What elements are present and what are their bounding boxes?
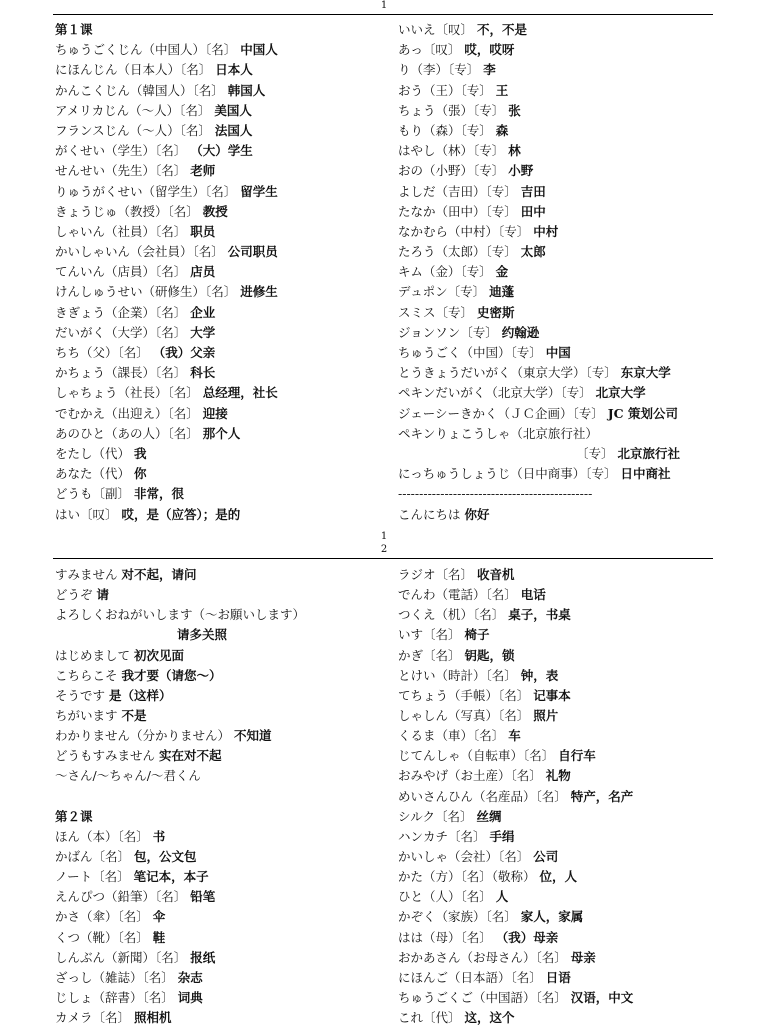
entry-reading: かいしゃ（会社）〔名〕 [398, 848, 530, 864]
vocab-entry [398, 968, 733, 988]
header-rule [53, 558, 713, 559]
entry-reading: ちゅうごくご（中国語）〔名〕 [398, 989, 567, 1005]
entry-reading: ～さん/～ちゃん/～君くん [55, 768, 201, 784]
entry-meaning: 位，人 [539, 869, 578, 885]
vocab-entry [398, 766, 733, 786]
lesson-title: 第１课 [55, 22, 93, 37]
entry-reading: でむかえ（出迎え）〔名〕 [55, 405, 199, 421]
entry-meaning: 包，公文包 [134, 848, 197, 864]
entry-reading: どうもすみません [55, 748, 156, 764]
entry-meaning: 丝绸 [476, 808, 502, 824]
vocab-entry [398, 827, 733, 847]
entry-reading: かた（方）〔名〕（敬称） [398, 869, 536, 885]
vocab-entry [55, 121, 390, 141]
vocab-entry [55, 726, 390, 746]
entry-meaning: 森 [495, 122, 509, 138]
entry-reading: めいさんひん（名産品）〔名〕 [398, 788, 567, 804]
entry-meaning: 日中商社 [620, 466, 671, 482]
entry-reading: えんぴつ（鉛筆）〔名〕 [55, 889, 187, 905]
entry-meaning: 车 [508, 728, 521, 744]
vocab-entry [55, 141, 390, 161]
entry-meaning: 椅子 [464, 627, 490, 643]
vocab-entry [55, 484, 390, 504]
entry-meaning: 对不起，请问 [121, 567, 197, 582]
entry-reading: かんこくじん（韓国人）〔名〕 [55, 82, 224, 98]
entry-meaning: 记事本 [533, 687, 571, 703]
vocab-entry [55, 887, 390, 907]
entry-reading: ざっし（雑誌）〔名〕 [55, 969, 174, 985]
entry-meaning: 店员 [190, 264, 216, 280]
vocab-entry [55, 303, 390, 323]
vocab-entry [55, 565, 390, 585]
entry-meaning: 鞋 [152, 929, 166, 945]
entry-meaning: 非常，很 [134, 486, 185, 502]
entry-reading: にっちゅうしょうじ（日中商事）〔专〕 [398, 466, 617, 482]
entry-reading: かぞく（家族）〔名〕 [398, 909, 517, 925]
vocab-entry [55, 585, 390, 605]
entry-reading: はやし（林）〔专〕 [398, 143, 505, 159]
vocab-entry [55, 948, 390, 968]
entry-reading: ちがいます [55, 707, 118, 723]
entry-meaning: 书 [152, 828, 166, 844]
entry-meaning: 小野 [508, 163, 534, 179]
entry-meaning: 那个人 [202, 425, 241, 441]
entry-meaning: 教授 [202, 203, 228, 219]
entry-meaning: JC 策划公司 [607, 405, 678, 421]
entry-meaning: 公司 [533, 848, 559, 864]
entry-reading: かぎ〔名〕 [398, 647, 461, 663]
entry-meaning: 桌子，书桌 [508, 607, 571, 623]
entry-reading: すみません [55, 567, 118, 582]
vocab-entry [55, 424, 390, 444]
vocab-entry [398, 60, 733, 80]
entry-reading: だいがく（大学）〔名〕 [55, 324, 187, 340]
vocab-entry [398, 565, 733, 585]
entry-meaning: 报纸 [190, 949, 216, 965]
vocab-entry [55, 40, 390, 60]
entry-reading: にほんご（日本語）〔名〕 [398, 969, 542, 985]
vocab-entry [55, 646, 390, 666]
header-rule [53, 14, 713, 15]
vocab-entry [398, 686, 733, 706]
vocab-entry [55, 928, 390, 948]
vocab-entry [55, 282, 390, 302]
entry-reading: キム（金）〔专〕 [398, 264, 492, 280]
vocab-entry [398, 505, 733, 525]
entry-meaning: 请多关照 [177, 627, 228, 643]
vocab-entry [398, 101, 733, 121]
lesson-title: 第２课 [55, 808, 93, 824]
entry-reading: シルク〔名〕 [398, 808, 473, 824]
vocab-entry [55, 605, 390, 625]
vocab-entry [55, 867, 390, 887]
vocab-entry [55, 404, 390, 424]
entry-meaning: 东京大学 [620, 365, 671, 381]
vocab-entry [398, 242, 733, 262]
vocab-entry [55, 363, 390, 383]
vocab-entry [55, 907, 390, 927]
entry-reading: かさ（傘）〔名〕 [55, 909, 149, 925]
entry-reading: しんぶん（新聞）〔名〕 [55, 949, 187, 965]
entry-meaning: 金 [495, 264, 509, 280]
vocab-entry [398, 847, 733, 867]
vocab-entry [55, 101, 390, 121]
entry-meaning: 中村 [533, 223, 559, 239]
entry-meaning: 北京大学 [595, 385, 646, 401]
entry-meaning: 手绢 [489, 828, 515, 844]
entry-reading: よしだ（吉田）〔专〕 [398, 183, 517, 199]
vocab-entry [398, 40, 733, 60]
vocab-entry [398, 182, 733, 202]
entry-reading: アメリカじん（～人）〔名〕 [55, 102, 211, 118]
entry-reading: フランスじん（～人）〔名〕 [55, 122, 211, 138]
entry-reading: かちょう（課長）〔名〕 [55, 365, 187, 381]
entry-meaning: 笔记本，本子 [133, 869, 209, 885]
entry-meaning: 大学 [190, 324, 216, 340]
vocab-entry [398, 988, 733, 1008]
vocab-entry [398, 666, 733, 686]
entry-meaning: 职员 [190, 223, 216, 239]
entry-reading: じしょ（辞書）〔名〕 [55, 989, 174, 1005]
entry-meaning: 韩国人 [227, 82, 266, 98]
vocab-entry [398, 323, 733, 343]
entry-meaning: 迪蓬 [489, 284, 515, 300]
entry-reading: デュポン〔专〕 [398, 284, 486, 300]
entry-meaning: 汉语，中文 [570, 989, 634, 1005]
entry-meaning: 美国人 [214, 102, 252, 118]
vocab-entry [55, 706, 390, 726]
vocab-entry [398, 81, 733, 101]
entry-meaning: 照片 [533, 707, 559, 723]
entry-reading: けんしゅうせい（研修生）〔名〕 [55, 284, 237, 300]
entry-meaning: 不知道 [234, 728, 272, 744]
entry-reading: かいしゃいん（会社員）〔名〕 [55, 244, 224, 260]
entry-reading: スミス〔专〕 [398, 304, 474, 320]
vocab-entry [398, 363, 733, 383]
vocab-entry [398, 867, 733, 887]
entry-reading: カメラ〔名〕 [55, 1010, 131, 1026]
entry-reading: どうも〔副〕 [55, 486, 131, 502]
entry-reading: おかあさん（お母さん）〔名〕 [398, 949, 567, 965]
vocab-entry [398, 887, 733, 907]
entry-meaning: 公司职员 [227, 244, 278, 260]
entry-reading: 〔专〕 [576, 445, 614, 461]
vocab-entry [55, 746, 390, 766]
vocab-entry [398, 141, 733, 161]
entry-meaning: 我才要（请您～） [121, 667, 222, 683]
entry-reading: こんにちは [398, 506, 461, 522]
entry-reading: あなた（代） [55, 466, 131, 482]
entry-meaning: 钥匙，锁 [464, 647, 515, 663]
entry-meaning: 日语 [545, 969, 571, 985]
vocab-entry [55, 60, 390, 80]
entry-meaning: 林 [508, 143, 521, 159]
vocab-entry [55, 323, 390, 343]
vocab-entry [398, 20, 733, 40]
entry-meaning: 老师 [190, 163, 216, 179]
entry-meaning: （大）学生 [190, 143, 253, 159]
entry-reading: でんわ（電話）〔名〕 [398, 587, 517, 603]
entry-meaning: 进修生 [240, 284, 278, 300]
entry-reading: をたし（代） [55, 445, 131, 461]
vocab-entry [398, 262, 733, 282]
entry-meaning: 钟，表 [520, 667, 559, 683]
entry-meaning: 是（这样） [109, 687, 172, 703]
entry-reading: り（李）〔专〕 [398, 62, 480, 78]
vocab-entry [398, 746, 733, 766]
entry-meaning: 史密斯 [477, 304, 515, 320]
entry-meaning: 留学生 [240, 183, 278, 199]
entry-reading: かばん〔名〕 [55, 848, 131, 864]
vocab-entry-continuation [398, 444, 733, 464]
entry-reading: ジェーシーきかく（ＪＣ企画）〔专〕 [398, 405, 604, 421]
vocab-entry [55, 464, 390, 484]
entry-meaning: 企业 [190, 304, 216, 320]
vocab-entry [55, 383, 390, 403]
entry-reading: ハンカチ〔名〕 [398, 828, 486, 844]
entry-meaning: 人 [495, 889, 509, 905]
entry-reading: たなか（田中）〔专〕 [398, 203, 517, 219]
entry-meaning: 法国人 [214, 122, 253, 138]
vocab-entry [398, 404, 733, 424]
entry-meaning: 不，不是 [477, 22, 528, 37]
page-number-top: 1 [380, 0, 388, 11]
vocab-entry [55, 666, 390, 686]
entry-meaning: 不是 [121, 707, 147, 723]
entry-reading: きょうじゅ（教授）〔名〕 [55, 203, 199, 219]
vocab-entry [55, 81, 390, 101]
entry-meaning: 中国人 [240, 42, 278, 58]
page1-right-column [398, 20, 733, 525]
vocab-entry [55, 222, 390, 242]
vocab-entry [398, 726, 733, 746]
lesson-heading [55, 807, 390, 827]
vocab-entry [55, 343, 390, 363]
entry-reading: よろしくおねがいします（～お願いします） [55, 607, 306, 623]
entry-reading: ほん（本）〔名〕 [55, 828, 149, 844]
entry-meaning: 伞 [152, 909, 166, 925]
entry-meaning: 这，这个 [464, 1010, 515, 1026]
entry-reading: おの（小野）〔专〕 [398, 163, 505, 179]
entry-reading: どうぞ [55, 587, 93, 603]
entry-reading: いす〔名〕 [398, 627, 461, 643]
entry-meaning: 李 [483, 62, 496, 78]
vocab-entry [55, 766, 390, 786]
page2-left-column [55, 565, 390, 1028]
entry-meaning: 特产，名产 [570, 788, 634, 804]
vocab-entry [55, 968, 390, 988]
vocab-entry [398, 646, 733, 666]
section-divider [398, 484, 733, 504]
entry-meaning: 总经理，社长 [202, 385, 278, 401]
divider-dashes: ---------------------------------------------- [398, 486, 593, 502]
vocab-entry [398, 424, 733, 444]
entry-reading: もり（森）〔专〕 [398, 122, 492, 138]
entry-reading: ひと（人）〔名〕 [398, 889, 492, 905]
vocab-entry [398, 303, 733, 323]
vocab-entry [55, 505, 390, 525]
entry-reading: これ〔代〕 [398, 1010, 461, 1026]
entry-reading: ちち（父）〔名〕 [55, 345, 149, 360]
entry-reading: とうきょうだいがく（東京大学）〔专〕 [398, 365, 617, 381]
vocab-entry [398, 585, 733, 605]
entry-reading: くるま（車）〔名〕 [398, 728, 505, 744]
vocab-entry [398, 787, 733, 807]
vocab-entry [55, 827, 390, 847]
entry-meaning: 杂志 [177, 969, 203, 985]
entry-meaning: 科长 [190, 365, 216, 381]
entry-reading: あのひと（あの人）〔名〕 [55, 425, 199, 441]
entry-meaning: 收音机 [477, 567, 515, 582]
entry-reading: こちらこそ [55, 667, 118, 683]
entry-reading: ジョンソン〔专〕 [398, 324, 498, 340]
entry-reading: はは（母）〔名〕 [398, 929, 492, 945]
page2-right-column [398, 565, 733, 1028]
entry-meaning: 我 [134, 445, 147, 461]
entry-reading: つくえ（机）〔名〕 [398, 607, 505, 623]
entry-reading: にほんじん（日本人）〔名〕 [55, 62, 212, 78]
entry-meaning: 电话 [520, 587, 546, 603]
entry-meaning: 北京旅行社 [617, 445, 681, 461]
page-number-bottom: 1 [380, 531, 388, 542]
vocab-entry [398, 928, 733, 948]
entry-reading: しゃしん（写真）〔名〕 [398, 707, 530, 723]
entry-reading: はじめまして [55, 647, 131, 663]
entry-reading: ノート〔名〕 [55, 869, 130, 885]
vocab-entry [398, 161, 733, 181]
entry-reading: たろう（太郎）〔专〕 [398, 244, 517, 260]
vocab-entry [398, 343, 733, 363]
entry-reading: しゃちょう（社長）〔名〕 [55, 385, 199, 401]
entry-reading: はい〔叹〕 [55, 506, 118, 522]
entry-reading: ちゅうごく（中国）〔专〕 [398, 345, 542, 360]
entry-reading: じてんしゃ（自転車）〔名〕 [398, 748, 555, 764]
entry-reading: ちょう（張）〔专〕 [398, 102, 505, 118]
entry-reading: ちゅうごくじん（中国人）〔名〕 [55, 42, 237, 58]
vocab-entry [398, 1008, 733, 1028]
vocab-entry [398, 202, 733, 222]
entry-reading: てちょう（手帳）〔名〕 [398, 687, 530, 703]
entry-meaning: 你 [134, 466, 147, 482]
entry-reading: せんせい（先生）〔名〕 [55, 163, 187, 179]
entry-meaning: 实在对不起 [159, 748, 222, 764]
entry-reading: なかむら（中村）〔专〕 [398, 223, 530, 239]
entry-meaning: 母亲 [570, 949, 596, 965]
vocab-entry [55, 202, 390, 222]
entry-meaning: 哎，是（应答）；是的 [121, 506, 241, 522]
entry-reading: しゃいん（社員）〔名〕 [55, 223, 187, 239]
entry-meaning: 中国 [545, 345, 571, 360]
entry-reading: きぎょう（企業）〔名〕 [55, 304, 187, 320]
entry-meaning: 你好 [464, 506, 490, 522]
page1-left-column [55, 20, 390, 525]
entry-meaning: 约翰逊 [501, 324, 540, 340]
entry-meaning: 请 [96, 587, 110, 603]
entry-reading: おう（王）〔专〕 [398, 82, 492, 98]
entry-meaning: 礼物 [545, 768, 571, 784]
vocab-entry [398, 383, 733, 403]
entry-reading: りゅうがくせい（留学生）〔名〕 [55, 183, 237, 199]
vocab-entry [55, 1008, 390, 1028]
entry-reading: そうです [55, 687, 106, 703]
vocab-entry [398, 625, 733, 645]
entry-reading: あっ〔叹〕 [398, 42, 461, 58]
entry-meaning: 张 [508, 102, 521, 118]
vocab-entry [398, 282, 733, 302]
entry-reading: とけい（時計）〔名〕 [398, 667, 517, 683]
vocab-entry [398, 706, 733, 726]
entry-reading: おみやげ（お土産）〔名〕 [398, 768, 542, 784]
entry-meaning: （我）母亲 [495, 929, 559, 945]
entry-meaning: 铅笔 [190, 889, 216, 905]
entry-meaning: 哎，哎呀 [464, 42, 515, 58]
vocab-entry [55, 161, 390, 181]
entry-reading: わかりません（分かりません） [55, 728, 231, 744]
entry-meaning: 迎接 [202, 405, 228, 421]
entry-meaning: 田中 [520, 203, 546, 219]
vocab-entry [55, 242, 390, 262]
vocab-entry [398, 807, 733, 827]
entry-meaning: 初次见面 [134, 647, 185, 663]
entry-meaning: 照相机 [134, 1010, 172, 1026]
entry-meaning: 吉田 [520, 183, 546, 199]
vocab-entry [398, 222, 733, 242]
entry-reading: がくせい（学生）〔名〕 [55, 143, 187, 159]
entry-meaning: 日本人 [215, 62, 253, 78]
vocab-entry [398, 121, 733, 141]
entry-reading: ペキンだいがく（北京大学）〔专〕 [398, 385, 592, 401]
vocab-entry [398, 605, 733, 625]
entry-reading: ペキンりょこうしゃ（北京旅行社） [398, 425, 598, 441]
vocab-entry [55, 444, 390, 464]
blank-line [55, 787, 390, 807]
entry-meaning: 自行车 [558, 748, 596, 764]
vocab-entry [55, 847, 390, 867]
entry-reading: ラジオ〔名〕 [398, 567, 474, 582]
entry-meaning: 太郎 [520, 244, 546, 260]
entry-reading: くつ（靴）〔名〕 [55, 929, 149, 945]
vocab-entry [398, 907, 733, 927]
vocab-entry [398, 464, 733, 484]
vocab-entry [55, 686, 390, 706]
entry-meaning: 家人，家属 [520, 909, 584, 925]
lesson-heading [55, 20, 390, 40]
entry-meaning: （我）父亲 [152, 345, 216, 360]
vocab-entry [55, 988, 390, 1008]
vocab-entry [55, 262, 390, 282]
entry-meaning: 词典 [177, 989, 203, 1005]
vocab-entry [398, 948, 733, 968]
page-number-top: 2 [380, 544, 388, 555]
vocab-entry [55, 182, 390, 202]
entry-meaning: 王 [495, 82, 509, 98]
entry-reading: いいえ〔叹〕 [398, 22, 474, 37]
vocab-entry-continuation [55, 625, 390, 645]
entry-reading: てんいん（店員）〔名〕 [55, 264, 187, 280]
